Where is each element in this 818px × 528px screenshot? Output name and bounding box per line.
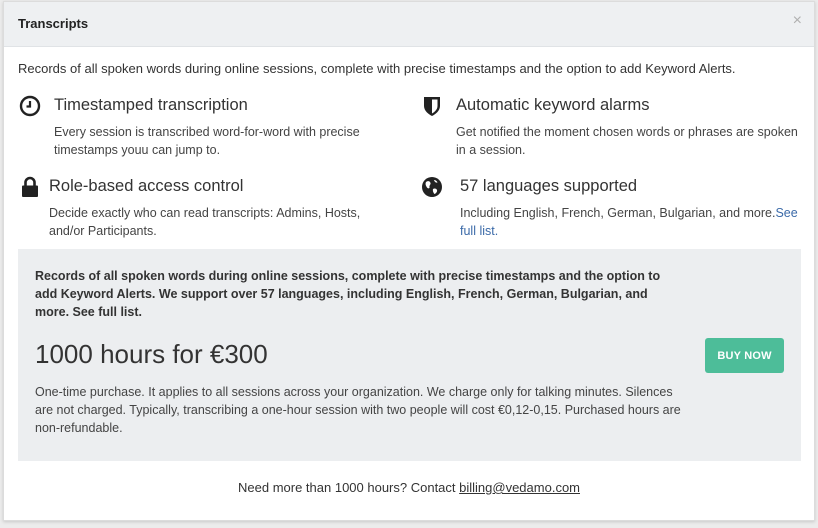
pricing-headline: Records of all spoken words during online sessions, complete with precise timestamps and the option to add Keyword Alerts. We support over 57 languages, including English, French, German, Bulgarian, and more. See full list. [35, 269, 661, 319]
feature-description [460, 204, 805, 240]
feature-description: Get notified the moment chosen words or phrases are spoken in a session. [456, 125, 798, 157]
modal-header [4, 2, 814, 47]
lock-icon [18, 175, 42, 199]
feature-title: Role-based access control [49, 177, 244, 195]
shield-icon [420, 94, 444, 118]
see-full-list-link[interactable]: See full list. [460, 206, 798, 238]
price-title: 1000 hours for €300 [35, 339, 268, 369]
transcripts-modal [3, 1, 815, 521]
close-icon[interactable]: × [792, 12, 802, 29]
pricing-description: One-time purchase. It applies to all sessions across your organization. We charge only for talking minutes. Silences are not charged. Typically, transcribing a one-hour session with two people will cost €0,12-0,15. Purchased hours are non-refundable. [35, 385, 681, 435]
footer-contact [4, 480, 814, 495]
modal-title: Transcripts [18, 16, 89, 31]
feature-description-text: Including English, French, German, Bulgarian, and more. [460, 206, 776, 220]
feature-description: Decide exactly who can read transcripts: Admins, Hosts, and/or Participants. [49, 206, 361, 238]
feature-title: 57 languages supported [460, 177, 638, 195]
footer-text: Need more than 1000 hours? Contact [238, 480, 460, 495]
billing-email-link[interactable]: billing@vedamo.com [459, 480, 580, 495]
pricing-panel [18, 249, 801, 461]
clock-icon [18, 94, 42, 118]
buy-now-button[interactable]: BUY NOW [705, 338, 784, 373]
globe-icon [420, 175, 444, 199]
intro-text: Records of all spoken words during online sessions, complete with precise timestamps and the option to add Keyword Alerts. [18, 61, 736, 76]
feature-title: Timestamped transcription [54, 96, 248, 114]
feature-description: Every session is transcribed word-for-word with precise timestamps youu can jump to. [54, 125, 360, 157]
feature-title: Automatic keyword alarms [456, 96, 650, 114]
